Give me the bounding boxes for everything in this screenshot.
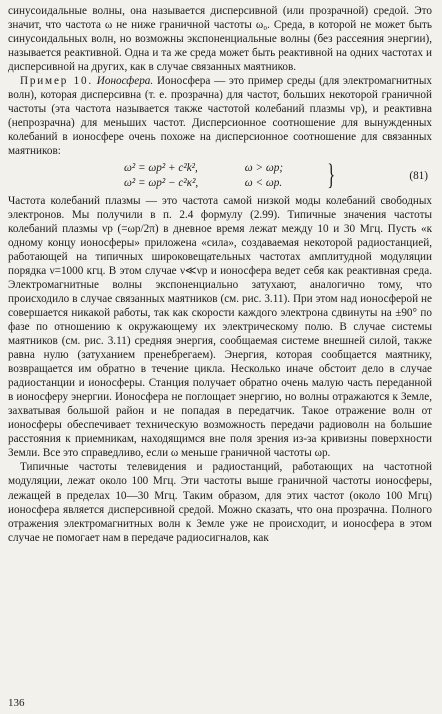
- equation-line-2-lhs: ω² = ωp² − c²κ²,: [124, 176, 199, 189]
- paragraph-plasma-frequency: Частота колебаний плазмы — это частота самой низкой моды колебаний свободных электронов. Мы получили в п. 2.4 формулу (2.99). Типичные значения частоты колебаний плазмы νp (=ωp/2π) в дневное время лежат между 10 и 30 Мгц. Пусть «к одному концу ионосферы» приложена «сила», создаваемая некоторой радиостанцией, работающей на типичных широковещательных частотах амплитудной модуляции порядка ν=1000 кгц. В этом случае ν≪νp и ионосфера ведет себя как реактивная среда. Электромагнитные волны экспоненциально затухают, аналогично тому, что происходило в случае связанных маятников (см. рис. 3.11). При этом над ионосферой не совершается никакой работы, так как скорости каждого электрона сдвинуты на ±90° по фазе по отношению к окружающему их электрическому полю. В случае системы маятников (см. рис. 3.11) средняя энергия, сообщаемая системе внешней силой, также равна нулю (затуханием пренебрегаем). Энергия, которая сообщается маятнику, возвращается им обратно в течение цикла. Несколько иначе обстоит дело в случае радиостанции и ионосферы. Станция получает обратно очень малую часть переданной в ионосферу энергии. Ионосфера не поглощает энергию, но волны отражаются к Земле, захватывая большой район и не попадая в передатчик. Такое отражение волн от ионосферы обеспечивает техническую возможность передачи радиоволн на большие расстояния к приемникам, находящимся вне поля зрения из-за кривизны поверхности Земли. Все это справедливо, если ω меньше граничной частоты ωp.: [8, 194, 432, 460]
- equation-line-1-condition: ω > ωp;: [244, 161, 284, 174]
- equation-81: [8, 157, 432, 192]
- page-number: 136: [8, 697, 25, 709]
- equation-line-1-lhs: ω² = ωp² + c²k²,: [124, 161, 198, 174]
- equation-line-2-condition: ω < ωp.: [244, 176, 283, 189]
- right-brace: }: [327, 157, 336, 191]
- paragraph-tv-frequencies: Типичные частоты телевидения и радиостанций, работающих на частотной модуляции, лежат около 100 Мгц. Эти частоты выше граничной частоты ионосферы, лежащей в пределах 10—30 Мгц. Таким образом, для этих частот (около 100 Мгц) ионосфера является дисперсивной средой. Можно сказать, что она прозрачна. Полного отражения электромагнитных волн к Земле уже не происходит, и ионосфера в этом случае не помогает нам в передаче радиосигналов, как: [8, 461, 432, 544]
- equation-line-2: [124, 176, 282, 190]
- paragraph-continuation: синусоидальные волны, она называется дисперсивной (или прозрачной) средой. Это значит, что частота ω не ниже граничной частоты ω₀. Среда, в которой не может быть синусоидальных волн, но возможны экспоненциальные волны (без рассеяния энергии), называется реактивной. Одна и та же среда может быть реактивной на одних частотах и дисперсивной на других, как в случае связанных маятников.: [8, 5, 432, 74]
- example-label: Пример 10.: [20, 75, 94, 88]
- example-text: Ионосфера — это пример среды (для электромагнитных волн), которая дисперсивна (т. е. прозрачна) для частот, больших некоторой граничной частоты (эта частота называется также частотой колебаний плазмы νp), и реактивна (непрозрачна) для меньших частот. Дисперсионное соотношение для вынужденных колебаний в ионосфере очень похоже на дисперсионное соотношение для связанных маятников:: [8, 75, 433, 158]
- equation-line-1: [124, 161, 283, 175]
- paragraph-example-10: [8, 74, 432, 158]
- example-title: Ионосфера.: [96, 75, 154, 88]
- equation-number: (81): [409, 169, 428, 182]
